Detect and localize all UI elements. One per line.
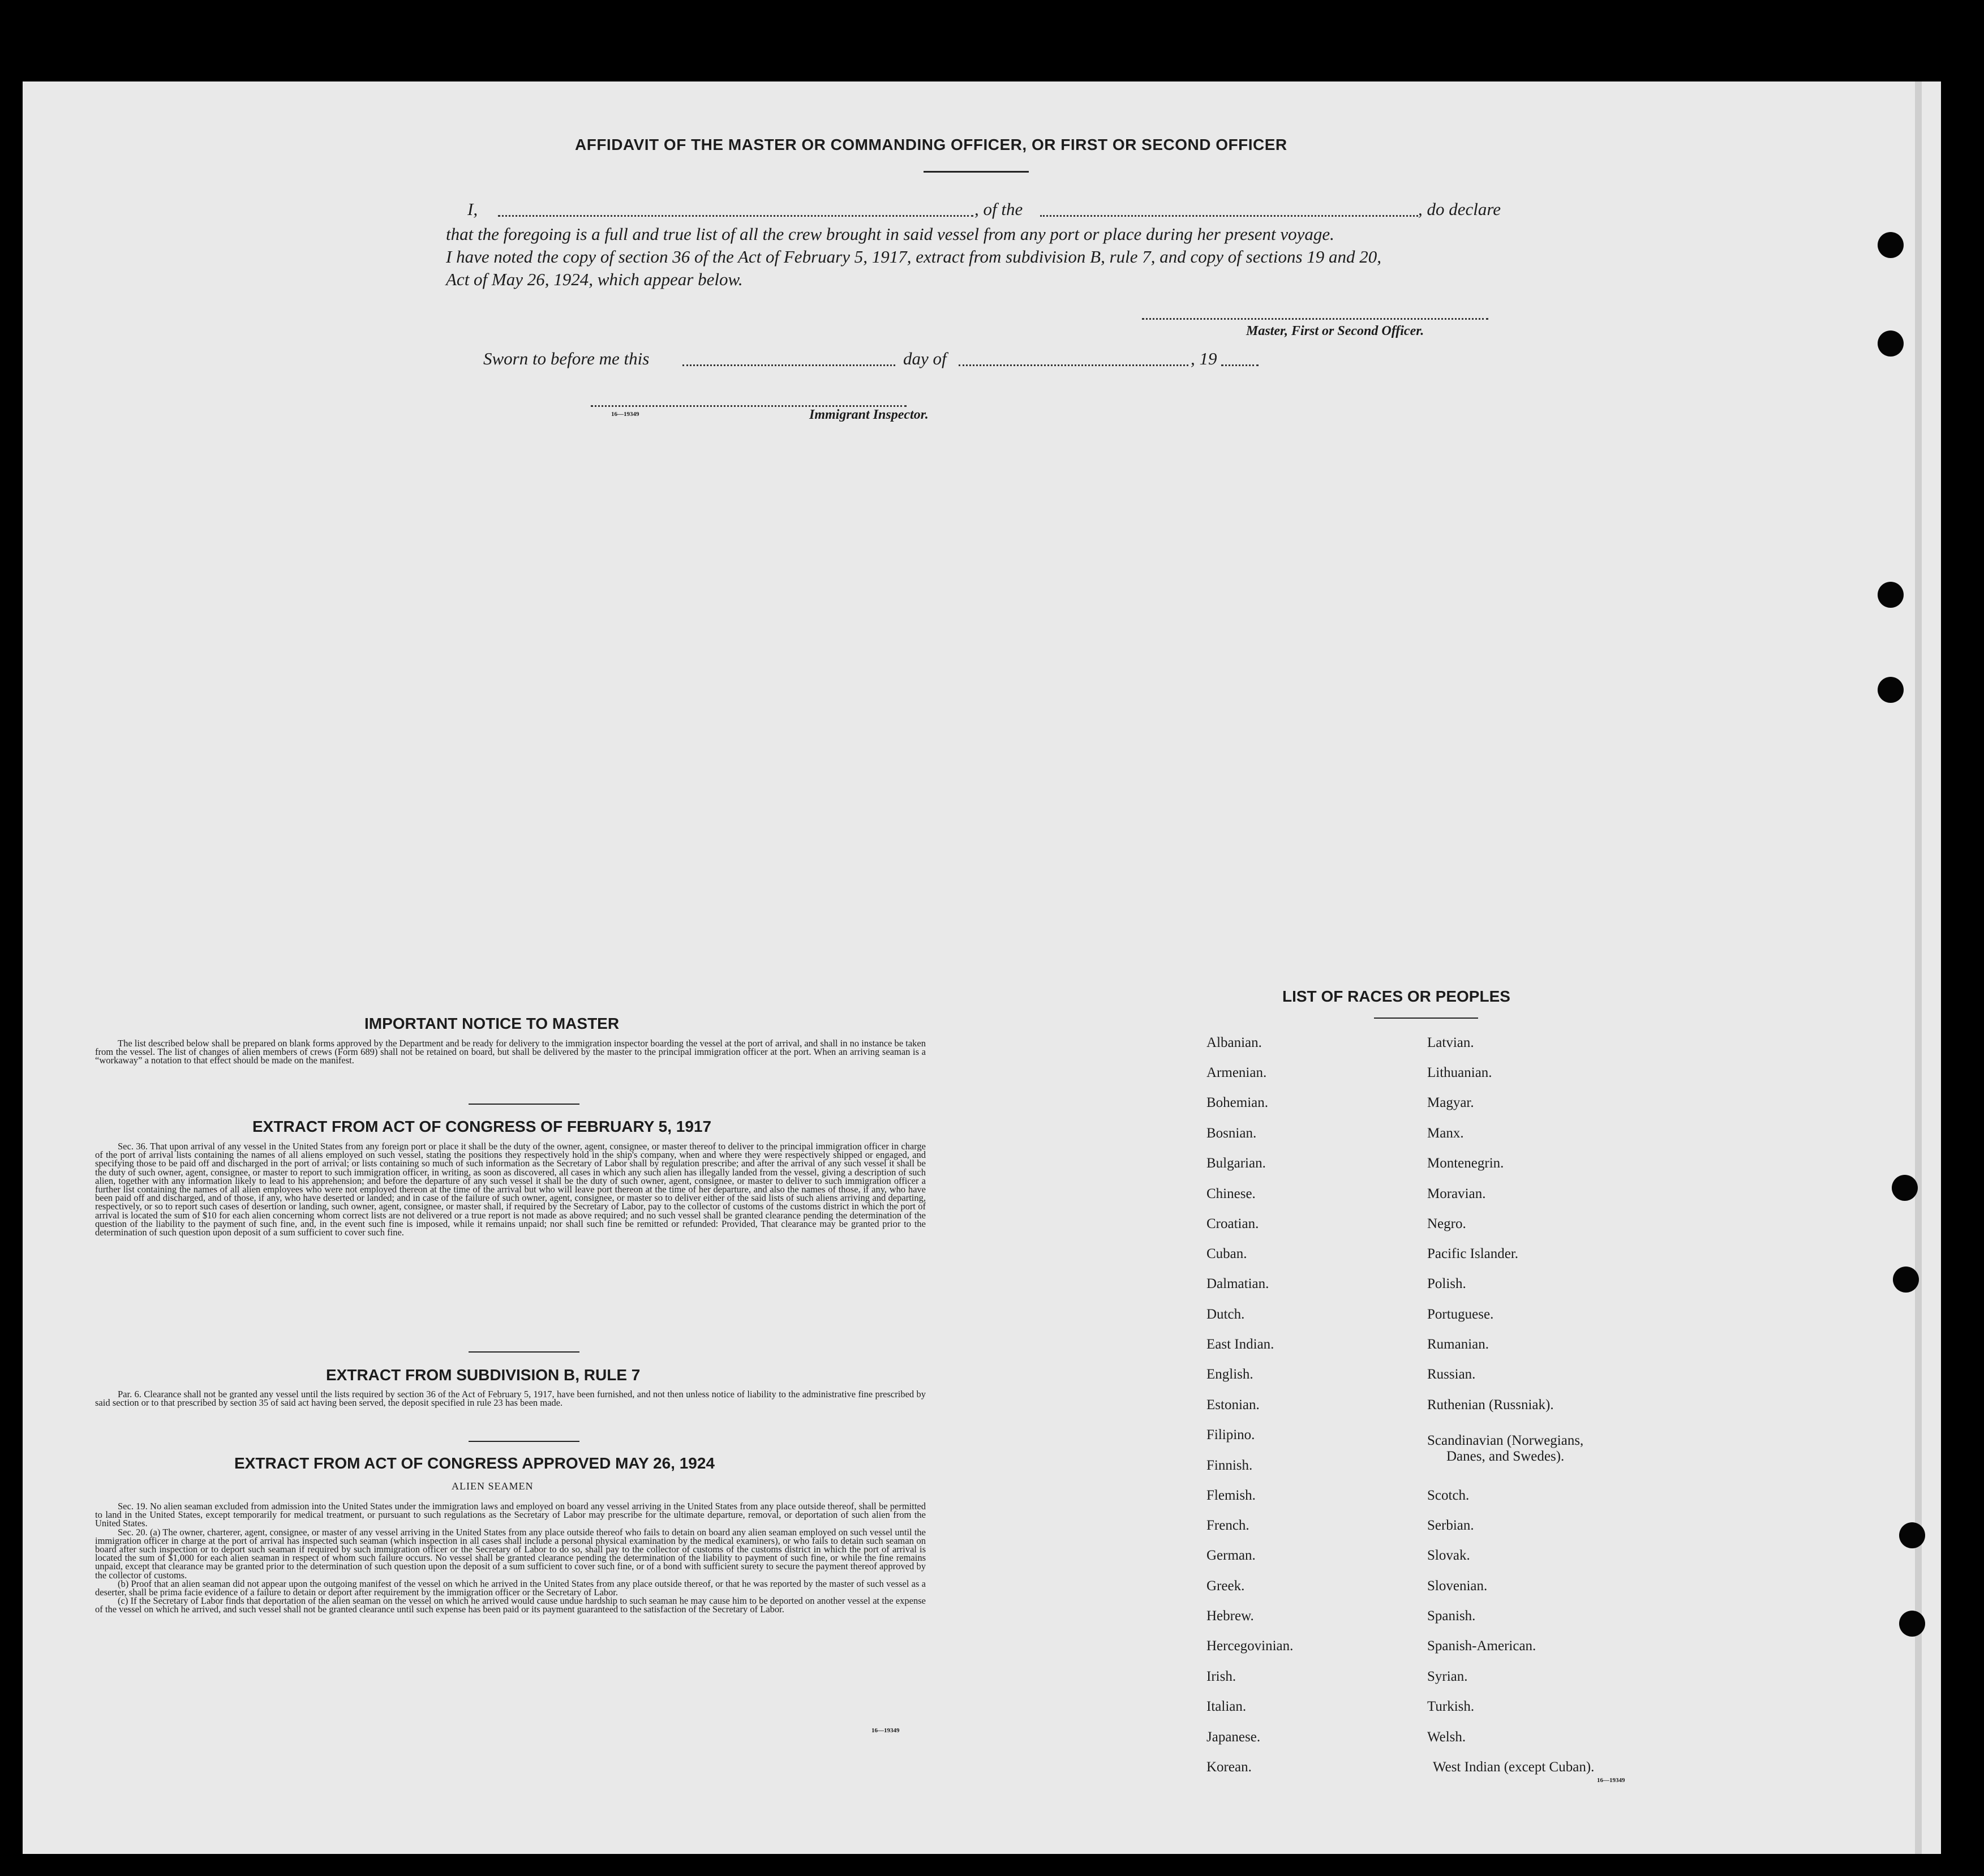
title-underline (924, 171, 1029, 173)
race-item: Italian. (1206, 1699, 1247, 1714)
extract-rule7-text (95, 1390, 926, 1407)
master-signature-label: Master, First or Second Officer. (1246, 324, 1424, 338)
affidavit-statement-line: Act of May 26, 1924, which appear below. (446, 269, 743, 289)
race-item: Moravian. (1427, 1186, 1486, 1201)
punch-hole (1892, 1175, 1918, 1201)
race-item: Cuban. (1206, 1246, 1247, 1261)
sec20b-paragraph: (b) Proof that an alien seaman did not appear upon the outgoing manifest of the vessel on which he arrived in the United States from any place outside thereof, or that he was reported by the master of such vessel as a deserter, shall be prima facie evidence of a failure to detain or deport after requirement by the immigration officer or the Secretary of Labor. (95, 1578, 926, 1598)
affidavit-statement-line: I have noted the copy of section 36 of the Act of February 5, 1917, extract from subdivision B, rule 7, and copy of sections 19 and 20, (446, 247, 1382, 267)
race-item: Scandinavian (Norwegians, (1427, 1433, 1584, 1448)
race-item: Manx. (1427, 1126, 1464, 1141)
races-list-title: LIST OF RACES OR PEOPLES (1282, 988, 1510, 1005)
affidavit-statement-line: that the foregoing is a full and true list of all the crew brought in said vessel from any port or place during her present voyage. (446, 224, 1334, 244)
race-item: Dalmatian. (1206, 1276, 1269, 1291)
master-signature-field[interactable] (1142, 318, 1488, 320)
sec20a-paragraph: Sec. 20. (a) The owner, charterer, agent, consignee, or master of any vessel arriving in the United States from any place outside thereof who fails to detain on board any alien seaman employed on such vessel until the immigration officer in charge at the port of arrival has inspected such seaman (which inspection in all cases shall include a personal physical examination by the medical examiners), or who fails to detain such seaman on board after such inspection or to deport such seaman if required by such immigration officer or the Secretary of Labor to do so, shall pay to the collector of customs of the customs district in which the port of arrival is located the sum of $1,000 for each alien seaman in respect of whom such failure occurs. No vessel shall be granted clearance pending the determination of the liability to payment of such fine, or while the fine remains unpaid, except that clearance may be granted prior to the determination of such question upon the deposit of a sum sufficient to cover such fine, or of a bond with sufficient surety to secure the payment thereof approved by the collector of customs. (95, 1526, 926, 1581)
sworn-month-field[interactable] (959, 364, 1188, 366)
extract-1917-text (95, 1142, 926, 1237)
extract-rule7-title: EXTRACT FROM SUBDIVISION B, RULE 7 (326, 1366, 641, 1384)
punch-hole (1893, 1267, 1919, 1293)
of-the-label: , of the (974, 199, 1023, 219)
race-item: Hercegovinian. (1206, 1638, 1294, 1654)
race-item: Flemish. (1206, 1488, 1256, 1503)
race-item: Bulgarian. (1206, 1156, 1266, 1171)
race-item: West Indian (except Cuban). (1433, 1759, 1595, 1775)
race-item: Latvian. (1427, 1035, 1474, 1050)
race-item: Dutch. (1206, 1307, 1245, 1322)
race-item: East Indian. (1206, 1337, 1274, 1352)
vessel-field[interactable] (1040, 215, 1418, 217)
race-item: Armenian. (1206, 1065, 1267, 1080)
section-divider (469, 1104, 579, 1105)
alien-seamen-subtitle: ALIEN SEAMEN (452, 1480, 534, 1492)
race-item: Irish. (1206, 1669, 1236, 1684)
race-item: English. (1206, 1367, 1253, 1382)
race-item: Negro. (1427, 1216, 1466, 1231)
extract-1924-text (95, 1502, 926, 1614)
form-number: 16—19349 (871, 1727, 900, 1734)
extract-rule7-paragraph: Par. 6. Clearance shall not be granted any vessel until the lists required by section 36 of the Act of February 5, 1917, have been furnished, and not then unless notice of liability to the administrative fine prescribed by said section or to that prescribed by section 35 of said act having been served, the deposit specified in rule 23 has been made. (95, 1389, 926, 1409)
race-item: Slovenian. (1427, 1578, 1488, 1594)
race-item: Slovak. (1427, 1548, 1470, 1563)
race-item: Syrian. (1427, 1669, 1468, 1684)
punch-hole (1899, 1522, 1925, 1548)
extract-1924-title: EXTRACT FROM ACT OF CONGRESS APPROVED MAY 26, 1924 (234, 1454, 715, 1472)
punch-hole (1878, 330, 1904, 357)
race-item: Chinese. (1206, 1186, 1256, 1201)
race-item: Japanese. (1206, 1729, 1261, 1745)
section-divider (469, 1441, 579, 1442)
form-number: 16—19349 (1597, 1777, 1625, 1784)
race-item: Turkish. (1427, 1699, 1475, 1714)
day-of-label: day of (903, 349, 947, 368)
race-item: Hebrew. (1206, 1608, 1254, 1624)
race-item: Pacific Islander. (1427, 1246, 1519, 1261)
notice-paragraph: The list described below shall be prepared on blank forms approved by the Department and be ready for delivery to the immigration inspector boarding the vessel at the port of arrival, and shall in no instance be taken from the vessel. The list of changes of alien members of crews (Form 689) shall not be retained on board, but shall be delivered by the master to the principal immigration officer at the port. When an arriving seaman is a “workaway” a notation to that effect should be made on the manifest. (95, 1038, 926, 1066)
inspector-signature-field[interactable] (591, 405, 907, 407)
declarant-name-field[interactable] (498, 215, 973, 217)
sec20c-paragraph: (c) If the Secretary of Labor finds that deportation of the alien seaman on the vessel on which he arrived would cause undue hardship to such seaman he may cause him to be deported on another vessel at the expense of the vessel on which he arrived, and such vessel shall not be granted clearance until such expense has been paid or its payment guaranteed to the satisfaction of the Secretary of Labor. (95, 1595, 926, 1615)
sworn-day-field[interactable] (682, 364, 895, 366)
race-item: Serbian. (1427, 1518, 1474, 1533)
sheet-edge (1915, 81, 1922, 1854)
inspector-label: Immigrant Inspector. (809, 407, 929, 422)
section-divider (469, 1351, 579, 1353)
race-item: Greek. (1206, 1578, 1245, 1594)
do-declare-label: , do declare (1418, 199, 1501, 219)
punch-hole (1878, 677, 1904, 703)
race-item: Rumanian. (1427, 1337, 1489, 1352)
race-item: Filipino. (1206, 1427, 1255, 1443)
race-item: Portuguese. (1427, 1307, 1494, 1322)
declarant-label: I, (467, 199, 478, 219)
notice-text (95, 1039, 926, 1065)
races-title-underline (1374, 1018, 1478, 1019)
race-item: Albanian. (1206, 1035, 1262, 1050)
race-item: Korean. (1206, 1759, 1252, 1775)
race-item: Bohemian. (1206, 1095, 1269, 1110)
punch-hole (1878, 582, 1904, 608)
extract-1917-paragraph: Sec. 36. That upon arrival of any vessel in the United States from any foreign port or place it shall be the duty of the owner, agent, consignee, or master thereof to deliver to the principal immigration officer in charge of the port of arrival lists containing the names of all aliens employed on such vessel, stating the positions they respectively hold in the ship's company, when and where they were respectively shipped or engaged, and specifying those to be paid off and discharged in the port of arrival; or lists containing so much of such information as the Secretary of Labor shall by regulation prescribe; and after the arrival of any such vessel it shall be the duty of such owner, agent, consignee, or master to report to such immigration officer, in writing, as soon as discovered, all cases in which any such alien has illegally landed from the vessel, giving a description of such alien, together with any information likely to lead to his apprehension; and before the departure of any such vessel it shall be the duty of such owner, agent, consignee, or master to deliver to such immigration officer a further list containing the names of all alien employees who were not employed thereon at the time of the arrival but who will leave port thereon at the time of her departure, and also the names of those, if any, who have been paid off and discharged, and of those, if any, who have deserted or landed; and in case of the failure of such owner, agent, consignee, or master so to deliver either of the said lists of such aliens arriving and departing, respectively, or so to report such cases of desertion or landing, such owner, agent, consignee, or master shall, if required by the Secretary of Labor, pay to the collector of customs of the customs district in which the port of arrival is located the sum of $10 for each alien concerning whom correct lists are not delivered or a true report is not made as above required; and no such vessel shall be granted clearance pending the determination of the question of the liability to the payment of such fine, and, in the event such fine is imposed, while it remains unpaid; nor shall such fine be remitted or refunded: Provided, That clearance may be granted prior to the determination of such question upon deposit of a sum sufficient to cover such fine. (95, 1141, 926, 1238)
race-item: Montenegrin. (1427, 1156, 1504, 1171)
race-item: Spanish-American. (1427, 1638, 1536, 1654)
year-label: , 19 (1191, 349, 1217, 368)
affidavit-title: AFFIDAVIT OF THE MASTER OR COMMANDING OFFICER, OR FIRST OR SECOND OFFICER (575, 136, 1287, 153)
punch-hole (1899, 1611, 1925, 1637)
sec19-paragraph: Sec. 19. No alien seaman excluded from admission into the United States under the immigration laws and employed on board any vessel arriving in the United States from any place outside thereof, shall be permitted to land in the United States, except temporarily for medical treatment, or pursuant to such regulations as the Secretary of Labor may prescribe for the ultimate departure, removal, or deportation of such alien from the United States. (95, 1501, 926, 1529)
race-item: German. (1206, 1548, 1256, 1563)
sworn-year-field[interactable] (1221, 364, 1259, 366)
race-item: Bosnian. (1206, 1126, 1257, 1141)
race-item: Ruthenian (Russniak). (1427, 1397, 1554, 1413)
race-item: Scotch. (1427, 1488, 1470, 1503)
race-item: French. (1206, 1518, 1249, 1533)
race-item: Estonian. (1206, 1397, 1260, 1413)
race-item: Croatian. (1206, 1216, 1259, 1231)
notice-title: IMPORTANT NOTICE TO MASTER (364, 1015, 620, 1032)
race-item: Welsh. (1427, 1729, 1466, 1745)
race-item: Danes, and Swedes). (1446, 1449, 1565, 1464)
race-item: Finnish. (1206, 1458, 1253, 1473)
race-item: Magyar. (1427, 1095, 1474, 1110)
race-item: Spanish. (1427, 1608, 1476, 1624)
form-number: 16—19349 (611, 411, 639, 418)
sworn-label: Sworn to before me this (483, 349, 650, 368)
punch-hole (1878, 232, 1904, 258)
race-item: Polish. (1427, 1276, 1466, 1291)
race-item: Russian. (1427, 1367, 1476, 1382)
extract-1917-title: EXTRACT FROM ACT OF CONGRESS OF FEBRUARY 5, 1917 (252, 1118, 712, 1135)
race-item: Lithuanian. (1427, 1065, 1492, 1080)
